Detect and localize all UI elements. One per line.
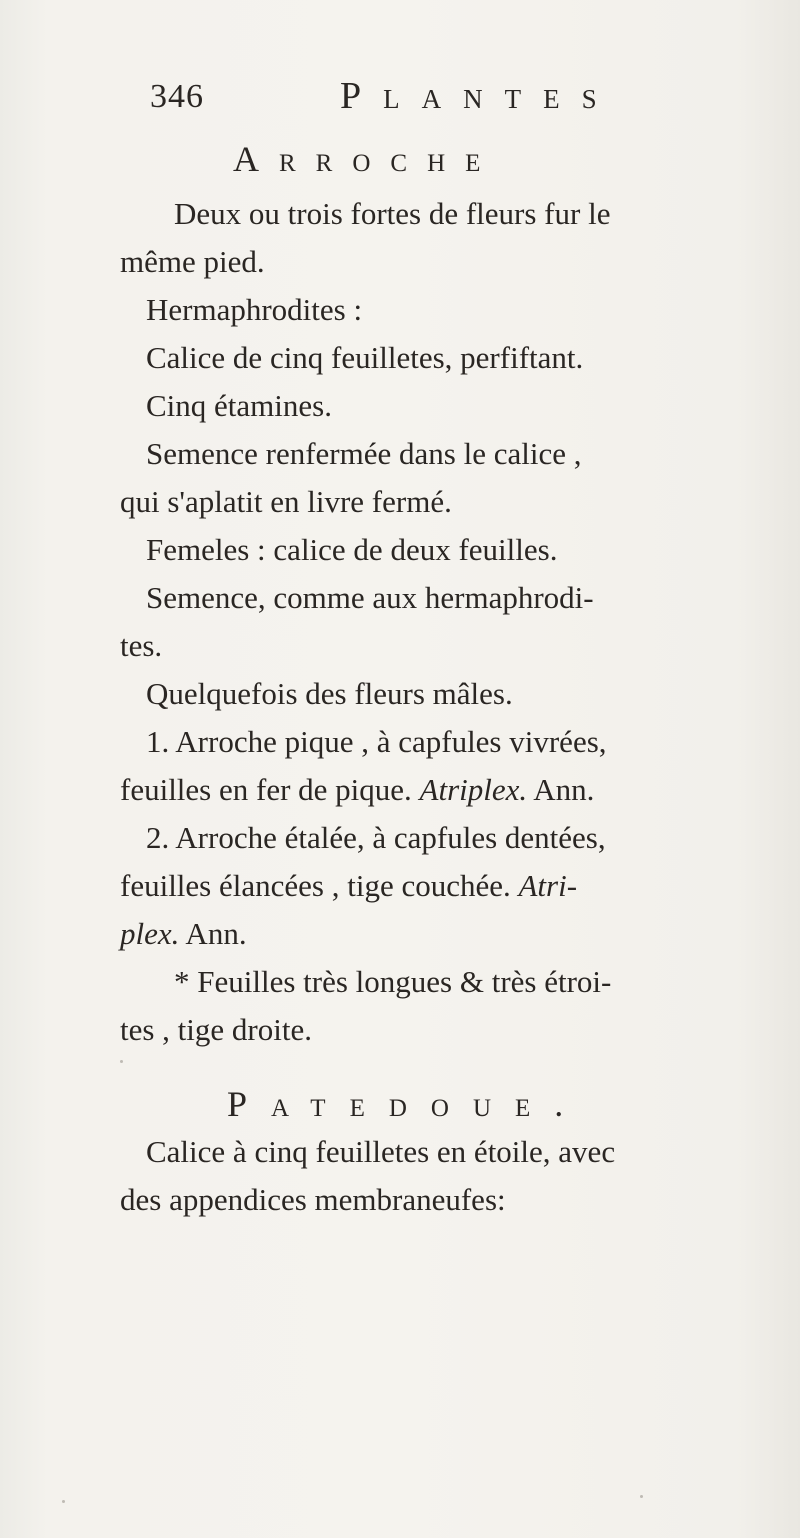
- line-text: tes.: [120, 628, 163, 663]
- text-line: [120, 862, 760, 910]
- line-text: Cinq étamines.: [146, 388, 332, 423]
- text-line: [120, 430, 760, 478]
- page-header: [150, 70, 670, 120]
- line-text: 1. Arroche pique , à capfules vivrées,: [146, 724, 607, 759]
- latin-name: plex.: [120, 916, 180, 951]
- line-text: Semence, comme aux hermaphrodi-: [146, 580, 594, 615]
- text-line: [120, 574, 760, 622]
- variety-note: [120, 958, 760, 1006]
- line-text: Calice de cinq feuilletes, perfiftant.: [146, 340, 584, 375]
- line-text: qui s'aplatit en livre fermé.: [120, 484, 452, 519]
- line-text: Calice à cinq feuilletes en étoile, avec: [146, 1134, 616, 1169]
- line-text: Quelquefois des fleurs mâles.: [146, 676, 513, 711]
- text-line: [120, 526, 760, 574]
- section-body-arroche: [120, 190, 760, 1054]
- line-text: Ann.: [179, 916, 247, 951]
- line-text: Semence renfermée dans le calice ,: [146, 436, 582, 471]
- section-body-patedoue: [120, 1128, 760, 1224]
- text-line: [120, 286, 760, 334]
- line-text: Deux ou trois fortes de fleurs fur le: [174, 196, 611, 231]
- line-text: Hermaphrodites :: [146, 292, 363, 327]
- text-line: [120, 238, 760, 286]
- section-title-arroche: Arroche: [233, 139, 501, 179]
- text-line: [120, 382, 760, 430]
- latin-name: Atri-: [518, 868, 578, 903]
- text-line: [120, 622, 760, 670]
- text-line: [120, 1128, 760, 1176]
- paper-speck: [62, 1500, 65, 1503]
- line-text: 2. Arroche étalée, à capfules dentées,: [146, 820, 606, 855]
- text-line: [120, 334, 760, 382]
- page-number: 346: [150, 78, 204, 115]
- text-line: [120, 670, 760, 718]
- text-line: [120, 1006, 760, 1054]
- text-line: [120, 190, 760, 238]
- species-entry-2: [120, 814, 760, 862]
- text-line: [120, 1176, 760, 1224]
- species-entry-1: [120, 718, 760, 766]
- paper-speck: [120, 1060, 123, 1063]
- latin-name: Atriplex.: [419, 772, 528, 807]
- text-line: [120, 910, 760, 958]
- line-text: feuilles en fer de pique.: [120, 772, 420, 807]
- line-text: des appendices membraneufes:: [120, 1182, 506, 1217]
- running-title: Plantes: [340, 75, 619, 117]
- text-line: [120, 478, 760, 526]
- line-text: Ann.: [527, 772, 595, 807]
- line-text: feuilles élancées , tige couchée.: [120, 868, 519, 903]
- line-text: même pied.: [120, 244, 265, 279]
- line-text: * Feuilles très longues & très étroi-: [174, 964, 612, 999]
- section-title-patedoue: Patedoue.: [227, 1084, 588, 1124]
- text-line: [120, 766, 760, 814]
- paper-speck: [640, 1495, 643, 1498]
- line-text: Femeles : calice de deux feuilles.: [146, 532, 558, 567]
- line-text: tes , tige droite.: [120, 1012, 312, 1047]
